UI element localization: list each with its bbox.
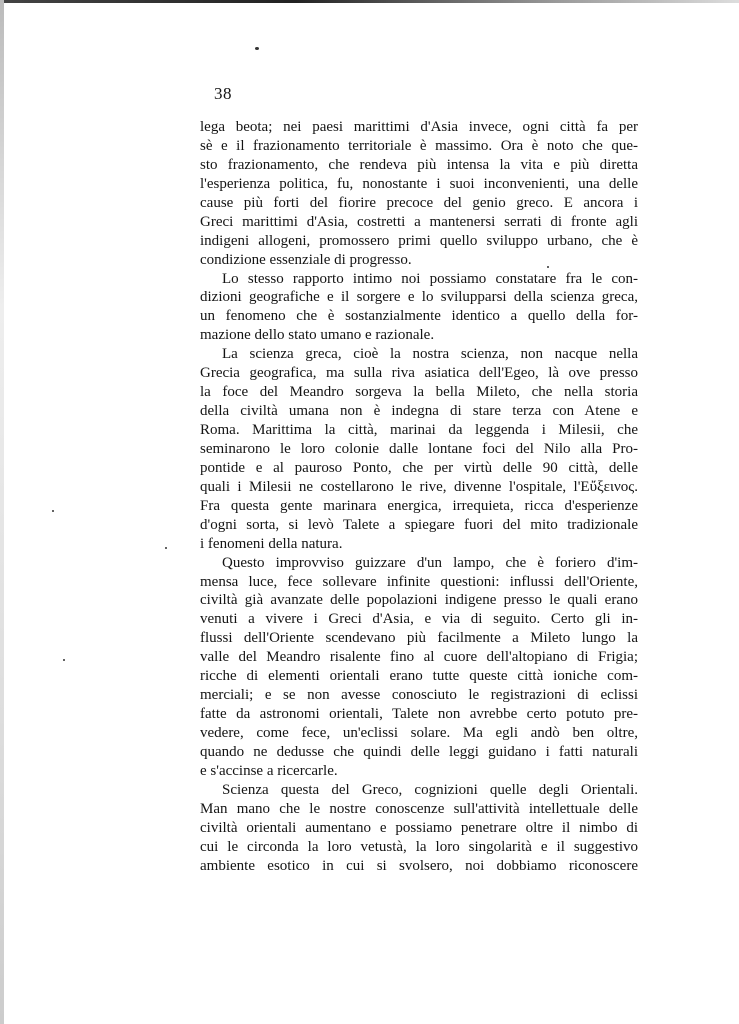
text-line: della civiltà umana non è indegna di stare terza con Atene e	[200, 403, 638, 420]
text-line: dizioni geografiche e il sorgere e lo svilupparsi della scienza greca,	[200, 289, 638, 306]
text-line: sè e il frazionamento territoriale è massimo. Ora è noto che que-	[200, 137, 638, 154]
text-line: quando ne dedusse che quindi delle leggi guidano i fatti naturali	[200, 743, 638, 760]
text-line: cui le circonda la loro vetustà, la loro singolarità e il suggestivo	[200, 838, 638, 855]
text-line: vedere, come fece, un'eclissi solare. Ma egli andò ben oltre,	[200, 725, 638, 741]
text-line: pontide e al pauroso Ponto, che per virtù delle 90 città, delle	[200, 459, 638, 476]
text-line: La scienza greca, cioè la nostra scienza, non nacque nella	[222, 346, 638, 363]
text-line: un fenomeno che è sostanzialmente identico a quello della for-	[200, 308, 638, 325]
text-line: civiltà orientali aumentano e possiamo penetrare oltre il nimbo di	[200, 819, 638, 836]
text-line: Man mano che le nostre conoscenze sull'attività intellettuale delle	[200, 800, 638, 817]
scan-edge-top	[0, 0, 739, 3]
body-text	[200, 118, 638, 876]
text-line: d'ogni sorta, si levò Talete a spiegare fuori del mito tradizionale	[200, 516, 638, 533]
text-line: indigeni allogeni, promossero primi quello sviluppo urbano, che è	[200, 232, 638, 249]
text-line: ricche di elementi orientali erano tutte queste città ioniche com-	[200, 668, 638, 685]
text-line: mensa luce, fece sollevare infinite questioni: influssi dell'Oriente,	[200, 573, 638, 590]
text-line: Greci marittimi d'Asia, costretti a mantenersi serrati di fronte agli	[200, 213, 638, 230]
text-line: valle del Meandro risalente fino al cuore dell'altopiano di Frigia;	[200, 649, 638, 666]
text-line: quali i Milesii ne costellarono le rive, divenne l'ospitale, l'Εὔξεινος.	[200, 478, 638, 495]
text-line: cause più forti del fiorire precoce del genio greco. E ancora i	[200, 194, 638, 211]
text-line: Grecia geografica, ma sulla riva asiatica dell'Egeo, là ove presso	[200, 365, 638, 382]
text-line: e s'accinse a ricercarle.	[200, 762, 338, 779]
scan-edge-left	[0, 0, 4, 1024]
text-line: merciali; e se non avesse conosciuto le registrazioni di eclissi	[200, 687, 638, 704]
text-line: flussi dell'Oriente scendevano più facilmente a Mileto lungo la	[200, 630, 638, 647]
text-line: Scienza questa del Greco, cognizioni quelle degli Orientali.	[222, 781, 638, 798]
text-line: Fra questa gente marinara energica, irrequieta, ricca d'esperienze	[200, 497, 638, 514]
text-line: la foce del Meandro sorgeva la bella Mileto, che nella storia	[200, 384, 638, 401]
scan-speck	[255, 47, 259, 50]
text-line: ambiente esotico in cui si svolsero, noi dobbiamo riconoscere	[200, 857, 638, 874]
page-number: 38	[214, 84, 232, 103]
text-line: seminarono le loro colonie dalle lontane foci del Nilo alla Pro-	[200, 440, 638, 457]
text-line: condizione essenziale di progresso.	[200, 251, 412, 268]
text-line: civiltà già avanzate delle popolazioni indigene presso le quali erano	[200, 592, 638, 609]
text-line: i fenomeni della natura.	[200, 535, 343, 552]
text-line: sto frazionamento, che rendeva più intensa la vita e più diretta	[200, 156, 638, 173]
scan-speck	[63, 659, 65, 661]
text-line: l'esperienza politica, fu, nonostante i suoi inconvenienti, una delle	[200, 175, 638, 192]
text-line: mazione dello stato umano e razionale.	[200, 327, 435, 344]
scan-speck	[165, 547, 167, 549]
text-line: Roma. Marittima la città, marinai da leggenda i Milesii, che	[200, 422, 638, 438]
text-line: fatte da astronomi orientali, Talete non avrebbe certo potuto pre-	[200, 706, 638, 723]
text-line: Lo stesso rapporto intimo noi possiamo constatare fra le con-	[222, 270, 638, 287]
scan-speck	[52, 510, 54, 512]
text-line: lega beota; nei paesi marittimi d'Asia invece, ogni città fa per	[200, 119, 638, 135]
text-line: venuti a vivere i Greci d'Asia, e via di seguito. Certo gli in-	[200, 611, 638, 628]
text-line: Questo improvviso guizzare d'un lampo, che è foriero d'im-	[222, 554, 638, 571]
